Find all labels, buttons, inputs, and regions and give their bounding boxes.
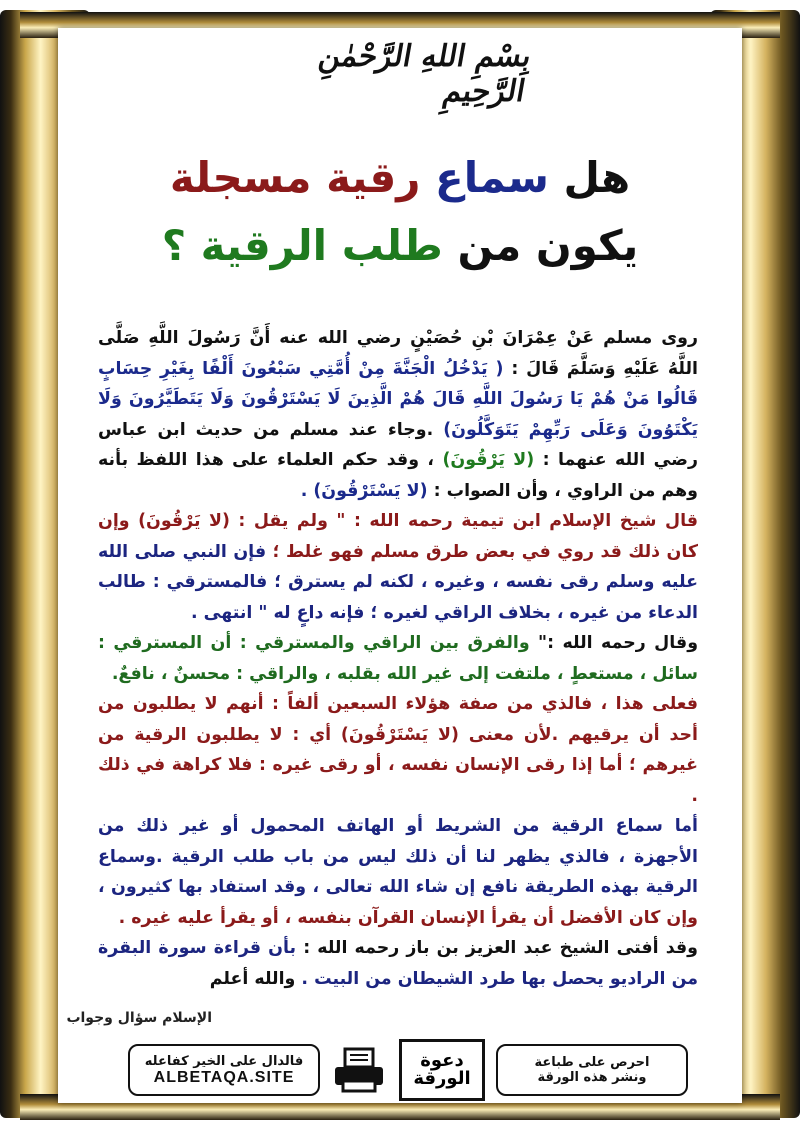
paragraph-4 [98,689,698,811]
footer-print-pill [496,1044,688,1096]
footer-print-line-2: ونشر هذه الورقة [537,1070,647,1085]
p1-hadith: ( يَدْخُلُ الْجَنَّةَ مِنْ أُمَّتِي سَبْعُونَ أَلْفًا بِغَيْرِ حِسَابٍ قَالُوا مَنْ هُمْ يَا رَسُولَ اللَّهِ قَالَ هُمْ الَّذِينَ لَا يَسْتَرْقُونَ وَلَا يَتَطَيَّرُونَ وَلَا يَكْتَوُونَ وَعَلَى رَبِّهِمْ يَتَوَكَّلُونَ) [98,358,698,440]
p3-difference: والفرق بين الراقي والمسترقي : أن المسترقي : سائل ، مستعطٍ ، ملتفت إلى غير الله بقلبه ، والراقي : محسنٌ ، نافعٌ. [98,633,698,684]
p3-intro: وقال رحمه الله :" [529,633,698,653]
title-word-ruqya: رقية مسجلة [169,153,421,202]
basmala-text: بِسْمِ اللهِ الرَّحْمٰنِ الرَّحِيمِ [315,39,535,109]
title-line-2 [58,216,742,276]
basmala-calligraphy [278,34,535,114]
footer-logos [331,1039,485,1101]
p5-better: وإن كان الأفضل أن يقرأ الإنسان القرآن بنفسه ، أو يقرأ عليه غيره . [118,907,698,928]
logo-line-2: الورقة [413,1068,471,1089]
footer-site-url[interactable]: ALBETAQA.SITE [153,1068,295,1086]
paragraph-1 [98,323,698,506]
p1-intro: روى مسلم عَنْ عِمْرَانَ بْنِ حُصَيْنٍ رضي الله عنه أَنَّ رَسُولَ اللَّهِ صَلَّى اللَّهُ عَلَيْهِ وَسَلَّمَ قَالَ : [98,328,698,379]
printer-icon [331,1045,387,1095]
title-word-talab: طلب الرقية ؟ [161,221,443,270]
title-word-sama: سماع [435,153,549,202]
p1-ruling: ، وقد حكم العلماء على هذا اللفظ بأنه وهم من الراوي ، وأن الصواب : [98,450,698,501]
footer [128,1040,688,1100]
logo-line-1: دعوة [420,1050,464,1071]
p2-ibn-taymiyya: قال شيخ الإسلام ابن تيمية رحمه الله : " ولم يقل : (لا يَرْقُونَ) وإن كان ذلك قد روي في بعض طرق مسلم فهو غلط ؛ [98,511,698,562]
paragraph-2 [98,506,698,628]
footer-proverb: فالدال على الخير كفاعله [144,1053,304,1069]
dawat-alwaraqa-logo [399,1039,485,1101]
footer-site-pill [128,1044,320,1096]
paragraph-3 [98,628,698,689]
p1-correct: (لا يَسْتَرْقُونَ) . [300,480,428,501]
p5-recording: أما سماع الرقية من الشريط أو الهاتف المحمول أو غير ذلك من الأجهزة ، فالذي يظهر لنا أن ذلك ليس من باب طلب الرقية .وسماع الرقية بهذه الطريقة نافع إن شاء الله تعالى ، وقد استفاد بها كثيرون ، [98,816,698,897]
title-word-yakun: يكون من [457,221,639,270]
p2-prophet: فإن النبي صلى الله عليه وسلم رقى نفسه ، وغيره ، لكنه لم يسترق ؛ فالمسترقي : طالب الدعاء من غيره ، بخلاف الراقي لغيره ؛ فإنه داعٍ له " انتهى . [98,541,698,623]
title-word-hal: هل [563,153,631,202]
source-credit: الإسلام سؤال وجواب [66,1010,212,1026]
footer-print-line-1: احرص على طباعة [534,1055,650,1070]
p6-allah-alam: والله أعلم [209,968,302,989]
title-line-1 [58,148,742,208]
p6-fatwa: بأن قراءة سورة البقرة من الراديو يحصل بها طرد الشيطان من البيت . [98,938,698,989]
article-body [98,323,698,994]
p6-ibn-baz: وقد أفتى الشيخ عبد العزيز بن باز رحمه الله : [296,938,698,958]
p1-muslim: .وجاء عند مسلم من حديث ابن عباس رضي الله عنهما : [98,419,698,470]
paragraph-6 [98,933,698,994]
p4-text: فعلى هذا ، فالذي من صفة هؤلاء السبعين ألفاً : أنهم لا يطلبون من أحد أن يرقيهم .لأن معنى (لا يَسْتَرْقُونَ) أي : لا يطلبون الرقية من غيرهم ؛ أما إذا رقى الإنسان نفسه ، أو رقى غيره : فلا كراهة في ذلك . [98,694,698,806]
paper [58,28,742,1103]
paragraph-5 [98,811,698,933]
p1-la-yarqun: (لا يَرْقُونَ) [442,450,535,470]
